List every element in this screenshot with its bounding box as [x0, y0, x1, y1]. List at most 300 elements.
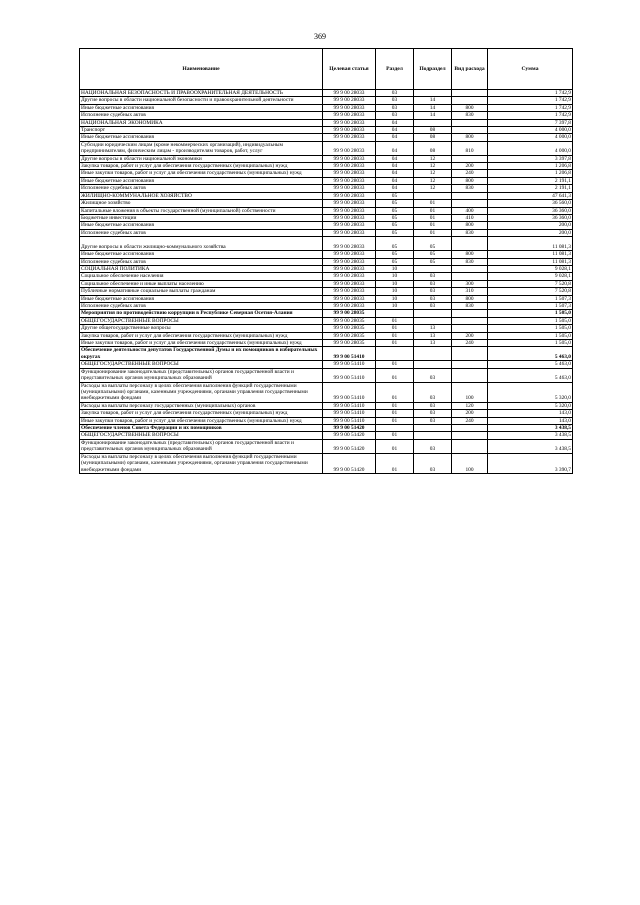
cell-name: Иные бюджетные ассигнования: [80, 222, 323, 229]
cell-expense-type: 200: [452, 332, 488, 339]
cell-amount: 200,0: [488, 222, 573, 229]
cell-target-code: 99 9 00 28033: [323, 273, 376, 280]
cell-section: 01: [376, 402, 414, 409]
table-row: [80, 439, 573, 453]
header-subsection: Подраздел: [414, 49, 452, 90]
cell-name: ОБЩЕГОСУДАРСТВЕННЫЕ ВОПРОСЫ: [80, 432, 323, 439]
table-row: [80, 432, 573, 439]
table-row: [80, 155, 573, 162]
cell-name: НАЦИОНАЛЬНАЯ ЭКОНОМИКА: [80, 119, 323, 126]
cell-name: Расходы на выплаты персоналу в целях обеспечения выполнения функций государственными (муниципальными) органами, казенными учреждениями, органами управления государственными внебюджетными фондами: [80, 382, 323, 402]
table-row: [80, 177, 573, 184]
cell-name: Социальное обеспечение населения: [80, 273, 323, 280]
table-row: [80, 104, 573, 111]
cell-name: Функционирование законодательных (представительных) органов государственной власти и представительных органов муниципальных образований: [80, 439, 323, 453]
cell-subsection: 03: [414, 382, 452, 402]
table-row: [80, 453, 573, 473]
cell-section: [376, 347, 414, 361]
cell-expense-type: [452, 90, 488, 97]
cell-name: Иные бюджетные ассигнования: [80, 134, 323, 141]
cell-target-code: 99 9 00 28033: [323, 229, 376, 236]
cell-subsection: 14: [414, 104, 452, 111]
cell-name: Другие вопросы в области национальной экономики: [80, 155, 323, 162]
cell-subsection: [414, 119, 452, 126]
table-row: [80, 112, 573, 119]
cell-subsection: [414, 347, 452, 361]
cell-amount: 36 560,0: [488, 200, 573, 207]
cell-target-code: 99 9 00 51410: [323, 347, 376, 361]
table-row: [80, 200, 573, 207]
cell-amount: 1 742,9: [488, 97, 573, 104]
cell-amount: 9 028,1: [488, 265, 573, 272]
cell-amount: 36 360,0: [488, 214, 573, 221]
cell-section: 03: [376, 104, 414, 111]
table-header: [80, 49, 573, 90]
table-row: [80, 170, 573, 177]
cell-target-code: 99 9 00 28035: [323, 310, 376, 317]
cell-amount: 1 742,9: [488, 90, 573, 97]
cell-name: Иные закупки товаров, работ и услуг для обеспечения государственных (муниципальных) нужд: [80, 170, 323, 177]
table-row: [80, 302, 573, 309]
cell-section: [376, 425, 414, 432]
cell-target-code: 99 9 00 28033: [323, 237, 376, 251]
cell-name: Обеспечение членов Совета Федерации и их помощников: [80, 425, 323, 432]
cell-amount: 5 463,0: [488, 361, 573, 368]
cell-name: Расходы на выплаты персоналу государственных (муниципальных) органов: [80, 402, 323, 409]
cell-expense-type: 800: [452, 177, 488, 184]
cell-subsection: 01: [414, 200, 452, 207]
cell-name: Социальное обеспечение и иные выплаты населению: [80, 280, 323, 287]
cell-subsection: 03: [414, 410, 452, 417]
cell-target-code: 99 9 00 28033: [323, 177, 376, 184]
cell-name: Другие вопросы в области жилищно-коммунального хозяйства: [80, 237, 323, 251]
cell-expense-type: [452, 325, 488, 332]
cell-section: 04: [376, 141, 414, 155]
cell-amount: 11 081,3: [488, 237, 573, 251]
table-row: [80, 332, 573, 339]
cell-subsection: [414, 265, 452, 272]
cell-subsection: 12: [414, 163, 452, 170]
cell-amount: 7 520,8: [488, 280, 573, 287]
cell-name: Иные закупки товаров, работ и услуг для обеспечения государственных (муниципальных) нужд: [80, 340, 323, 347]
cell-subsection: 01: [414, 229, 452, 236]
cell-target-code: 99 9 00 51420: [323, 453, 376, 473]
cell-amount: 5 463,0: [488, 347, 573, 361]
cell-subsection: 03: [414, 280, 452, 287]
table-row: [80, 382, 573, 402]
cell-section: 01: [376, 382, 414, 402]
cell-section: 01: [376, 325, 414, 332]
cell-target-code: 99 9 00 51410: [323, 402, 376, 409]
cell-expense-type: [452, 127, 488, 134]
cell-target-code: 99 9 00 28033: [323, 155, 376, 162]
cell-amount: 1 505,0: [488, 340, 573, 347]
table-row: [80, 251, 573, 258]
cell-amount: 1 742,9: [488, 104, 573, 111]
cell-expense-type: 800: [452, 295, 488, 302]
cell-amount: 4 000,0: [488, 141, 573, 155]
cell-target-code: 99 9 00 28033: [323, 185, 376, 192]
cell-section: 03: [376, 90, 414, 97]
cell-section: 01: [376, 368, 414, 382]
cell-expense-type: [452, 155, 488, 162]
table-row: [80, 192, 573, 199]
header-expense-type: Вид расхода: [452, 49, 488, 90]
cell-target-code: 99 9 00 28035: [323, 340, 376, 347]
cell-section: 05: [376, 229, 414, 236]
cell-subsection: 03: [414, 288, 452, 295]
cell-subsection: [414, 425, 452, 432]
cell-section: 04: [376, 127, 414, 134]
cell-subsection: 03: [414, 439, 452, 453]
cell-target-code: 99 9 00 28033: [323, 163, 376, 170]
cell-expense-type: 830: [452, 112, 488, 119]
cell-expense-type: 310: [452, 288, 488, 295]
cell-expense-type: [452, 273, 488, 280]
table-body: [80, 90, 573, 474]
cell-subsection: 12: [414, 155, 452, 162]
table-row: [80, 425, 573, 432]
cell-expense-type: [452, 432, 488, 439]
cell-name: Иные бюджетные ассигнования: [80, 177, 323, 184]
table-row: [80, 265, 573, 272]
cell-target-code: 99 9 00 51420: [323, 432, 376, 439]
cell-expense-type: [452, 317, 488, 324]
cell-amount: 3 390,7: [488, 453, 573, 473]
cell-target-code: 99 9 00 28035: [323, 317, 376, 324]
cell-amount: 1 505,0: [488, 325, 573, 332]
table-row: [80, 90, 573, 97]
cell-subsection: 03: [414, 295, 452, 302]
cell-expense-type: 800: [452, 104, 488, 111]
table-row: [80, 340, 573, 347]
cell-subsection: 12: [414, 177, 452, 184]
header-amount: Сумма: [488, 49, 573, 90]
table-row: [80, 280, 573, 287]
cell-section: 05: [376, 258, 414, 265]
cell-name: ЖИЛИЩНО-КОММУНАЛЬНОЕ ХОЗЯЙСТВО: [80, 192, 323, 199]
cell-expense-type: 240: [452, 340, 488, 347]
table-row: [80, 273, 573, 280]
cell-amount: 1 206,8: [488, 163, 573, 170]
cell-name: Жилищное хозяйство: [80, 200, 323, 207]
table-row: [80, 417, 573, 424]
cell-subsection: [414, 317, 452, 324]
cell-section: 01: [376, 361, 414, 368]
cell-section: 04: [376, 185, 414, 192]
cell-expense-type: [452, 310, 488, 317]
table-row: [80, 97, 573, 104]
cell-section: 05: [376, 222, 414, 229]
cell-target-code: 99 9 00 28033: [323, 222, 376, 229]
cell-section: [376, 310, 414, 317]
cell-name: Исполнение судебных актов: [80, 258, 323, 265]
cell-section: 05: [376, 214, 414, 221]
cell-section: 05: [376, 200, 414, 207]
table-row: [80, 288, 573, 295]
cell-subsection: 01: [414, 214, 452, 221]
cell-amount: 1 742,9: [488, 112, 573, 119]
table-row: [80, 317, 573, 324]
cell-name: Иные бюджетные ассигнования: [80, 104, 323, 111]
cell-name: Другие вопросы в области национальной безопасности и правоохранительной деятельности: [80, 97, 323, 104]
cell-section: 04: [376, 177, 414, 184]
cell-amount: 1 505,0: [488, 317, 573, 324]
cell-target-code: 99 9 00 51420: [323, 425, 376, 432]
cell-name: Расходы на выплаты персоналу в целях обеспечения выполнения функций государственными (муниципальными) органами, казенными учреждениями, органами управления государственными внебюджетными фондами: [80, 453, 323, 473]
table-row: [80, 237, 573, 251]
table-row: [80, 325, 573, 332]
cell-amount: 1 505,0: [488, 310, 573, 317]
cell-expense-type: 830: [452, 302, 488, 309]
cell-name: Исполнение судебных актов: [80, 112, 323, 119]
cell-subsection: 05: [414, 251, 452, 258]
cell-target-code: 99 9 00 51410: [323, 361, 376, 368]
cell-section: 05: [376, 251, 414, 258]
table-row: [80, 214, 573, 221]
cell-amount: 11 081,3: [488, 251, 573, 258]
cell-target-code: 99 9 00 28033: [323, 97, 376, 104]
table-row: [80, 163, 573, 170]
cell-name: Функционирование законодательных (представительных) органов государственной власти и представительных органов муниципальных образований: [80, 368, 323, 382]
cell-expense-type: [452, 97, 488, 104]
cell-section: 01: [376, 417, 414, 424]
header-name: Наименование: [80, 49, 323, 90]
cell-target-code: 99 9 00 28033: [323, 119, 376, 126]
cell-section: 04: [376, 155, 414, 162]
cell-amount: 200,0: [488, 229, 573, 236]
cell-name: Обеспечение деятельности депутатов Государственной Думы и их помощников в избирательных округах: [80, 347, 323, 361]
cell-target-code: 99 9 00 28033: [323, 288, 376, 295]
cell-section: 01: [376, 439, 414, 453]
cell-subsection: 03: [414, 402, 452, 409]
cell-amount: 4 000,0: [488, 134, 573, 141]
cell-expense-type: [452, 368, 488, 382]
cell-section: 01: [376, 410, 414, 417]
cell-target-code: 99 9 00 28033: [323, 280, 376, 287]
cell-section: 10: [376, 302, 414, 309]
cell-name: НАЦИОНАЛЬНАЯ БЕЗОПАСНОСТЬ И ПРАВООХРАНИТЕЛЬНАЯ ДЕЯТЕЛЬНОСТЬ: [80, 90, 323, 97]
cell-expense-type: [452, 425, 488, 432]
cell-name: Иные бюджетные ассигнования: [80, 295, 323, 302]
cell-target-code: 99 9 00 51410: [323, 417, 376, 424]
cell-amount: 5 320,0: [488, 382, 573, 402]
cell-amount: 3 438,5: [488, 432, 573, 439]
cell-section: 05: [376, 237, 414, 251]
cell-section: 10: [376, 265, 414, 272]
cell-section: 10: [376, 295, 414, 302]
cell-expense-type: 200: [452, 410, 488, 417]
table-row: [80, 207, 573, 214]
table-row: [80, 134, 573, 141]
cell-subsection: [414, 432, 452, 439]
cell-section: 10: [376, 273, 414, 280]
cell-target-code: 99 9 00 28033: [323, 207, 376, 214]
cell-section: 10: [376, 280, 414, 287]
cell-section: 04: [376, 119, 414, 126]
cell-subsection: 14: [414, 97, 452, 104]
cell-target-code: 99 9 00 28033: [323, 192, 376, 199]
cell-subsection: 01: [414, 207, 452, 214]
cell-subsection: 08: [414, 141, 452, 155]
cell-section: 03: [376, 112, 414, 119]
cell-subsection: [414, 361, 452, 368]
cell-amount: 1 505,0: [488, 332, 573, 339]
cell-section: 01: [376, 317, 414, 324]
cell-section: 01: [376, 453, 414, 473]
table-row: [80, 222, 573, 229]
cell-amount: 1 507,3: [488, 302, 573, 309]
cell-target-code: 99 9 00 28033: [323, 251, 376, 258]
cell-amount: 36 360,0: [488, 207, 573, 214]
page-number: 369: [314, 32, 326, 41]
cell-amount: 5 320,0: [488, 402, 573, 409]
cell-expense-type: [452, 119, 488, 126]
cell-expense-type: [452, 265, 488, 272]
cell-expense-type: 240: [452, 170, 488, 177]
cell-amount: 1 206,8: [488, 170, 573, 177]
cell-expense-type: [452, 200, 488, 207]
cell-name: Закупка товаров, работ и услуг для обеспечения государственных (муниципальных) нужд: [80, 332, 323, 339]
cell-subsection: 13: [414, 332, 452, 339]
cell-target-code: 99 9 00 28033: [323, 127, 376, 134]
cell-name: Мероприятия по противодействию коррупции в Республике Северная Осетия-Алания: [80, 310, 323, 317]
cell-subsection: [414, 192, 452, 199]
table-row: [80, 410, 573, 417]
cell-target-code: 99 9 00 28033: [323, 170, 376, 177]
cell-name: ОБЩЕГОСУДАРСТВЕННЫЕ ВОПРОСЫ: [80, 317, 323, 324]
cell-expense-type: 400: [452, 207, 488, 214]
cell-amount: 3 397,8: [488, 155, 573, 162]
cell-subsection: 13: [414, 340, 452, 347]
table-row: [80, 185, 573, 192]
header-row: [80, 49, 573, 90]
cell-expense-type: 100: [452, 453, 488, 473]
header-target: Целевая статья: [323, 49, 376, 90]
cell-target-code: 99 9 00 51410: [323, 382, 376, 402]
cell-target-code: 99 9 00 28033: [323, 200, 376, 207]
cell-expense-type: 810: [452, 141, 488, 155]
cell-name: Бюджетные инвестиции: [80, 214, 323, 221]
cell-name: Исполнение судебных актов: [80, 185, 323, 192]
cell-name: Другие общегосударственные вопросы: [80, 325, 323, 332]
table-row: [80, 119, 573, 126]
table-row: [80, 347, 573, 361]
cell-target-code: 99 9 00 28033: [323, 295, 376, 302]
cell-expense-type: [452, 361, 488, 368]
cell-section: 04: [376, 134, 414, 141]
cell-subsection: 14: [414, 112, 452, 119]
cell-name: Закупка товаров, работ и услуг для обеспечения государственных (муниципальных) нужд: [80, 410, 323, 417]
cell-expense-type: 300: [452, 280, 488, 287]
cell-target-code: 99 9 00 51420: [323, 439, 376, 453]
cell-name: Исполнение судебных актов: [80, 302, 323, 309]
cell-expense-type: [452, 192, 488, 199]
cell-subsection: 08: [414, 127, 452, 134]
cell-expense-type: [452, 237, 488, 251]
cell-subsection: 12: [414, 185, 452, 192]
table-row: [80, 141, 573, 155]
cell-section: 03: [376, 97, 414, 104]
cell-expense-type: 830: [452, 185, 488, 192]
cell-subsection: [414, 310, 452, 317]
cell-target-code: 99 9 00 28033: [323, 104, 376, 111]
cell-expense-type: 200: [452, 163, 488, 170]
cell-amount: 2 191,1: [488, 185, 573, 192]
budget-table: [79, 48, 573, 474]
cell-section: 01: [376, 332, 414, 339]
cell-section: 05: [376, 192, 414, 199]
cell-expense-type: [452, 439, 488, 453]
cell-subsection: 05: [414, 258, 452, 265]
cell-amount: 7 397,8: [488, 119, 573, 126]
cell-subsection: 13: [414, 325, 452, 332]
table-row: [80, 127, 573, 134]
table-row: [80, 310, 573, 317]
cell-expense-type: 830: [452, 229, 488, 236]
cell-name: Иные бюджетные ассигнования: [80, 251, 323, 258]
cell-subsection: 03: [414, 368, 452, 382]
cell-subsection: 12: [414, 170, 452, 177]
cell-target-code: 99 9 00 28033: [323, 258, 376, 265]
cell-section: 10: [376, 288, 414, 295]
cell-subsection: 05: [414, 237, 452, 251]
cell-target-code: 99 9 00 28033: [323, 214, 376, 221]
table-row: [80, 295, 573, 302]
cell-expense-type: 240: [452, 417, 488, 424]
cell-name: Иные закупки товаров, работ и услуг для обеспечения государственных (муниципальных) нужд: [80, 417, 323, 424]
header-section: Раздел: [376, 49, 414, 90]
cell-target-code: 99 9 00 51410: [323, 410, 376, 417]
cell-subsection: [414, 90, 452, 97]
cell-section: 01: [376, 340, 414, 347]
cell-name: Исполнение судебных актов: [80, 229, 323, 236]
cell-subsection: 03: [414, 273, 452, 280]
cell-target-code: 99 9 00 28035: [323, 332, 376, 339]
cell-expense-type: 410: [452, 214, 488, 221]
cell-expense-type: 830: [452, 258, 488, 265]
cell-name: Субсидии юридическим лицам (кроме некоммерческих организаций), индивидуальным предпринимателям, физическим лицам - производителям товаров, работ, услуг: [80, 141, 323, 155]
cell-name: Транспорт: [80, 127, 323, 134]
table-row: [80, 402, 573, 409]
cell-expense-type: 800: [452, 251, 488, 258]
cell-amount: 143,0: [488, 410, 573, 417]
cell-amount: 143,0: [488, 417, 573, 424]
table-row: [80, 361, 573, 368]
table-row: [80, 258, 573, 265]
cell-target-code: 99 9 00 28033: [323, 141, 376, 155]
cell-name: Капитальные вложения в объекты государственной (муниципальной) собственности: [80, 207, 323, 214]
cell-target-code: 99 9 00 28033: [323, 134, 376, 141]
cell-amount: 2 191,1: [488, 177, 573, 184]
cell-amount: 4 000,0: [488, 127, 573, 134]
cell-subsection: 03: [414, 453, 452, 473]
cell-target-code: 99 9 00 28033: [323, 112, 376, 119]
cell-name: Публичные нормативные социальные выплаты гражданам: [80, 288, 323, 295]
table-row: [80, 229, 573, 236]
table-row: [80, 368, 573, 382]
cell-subsection: 01: [414, 222, 452, 229]
cell-expense-type: 120: [452, 402, 488, 409]
cell-section: 05: [376, 207, 414, 214]
cell-name: ОБЩЕГОСУДАРСТВЕННЫЕ ВОПРОСЫ: [80, 361, 323, 368]
cell-amount: 1 507,3: [488, 295, 573, 302]
cell-amount: 7 520,8: [488, 288, 573, 295]
cell-expense-type: 800: [452, 134, 488, 141]
cell-expense-type: 800: [452, 222, 488, 229]
cell-subsection: 03: [414, 302, 452, 309]
cell-target-code: 99 9 00 51410: [323, 368, 376, 382]
